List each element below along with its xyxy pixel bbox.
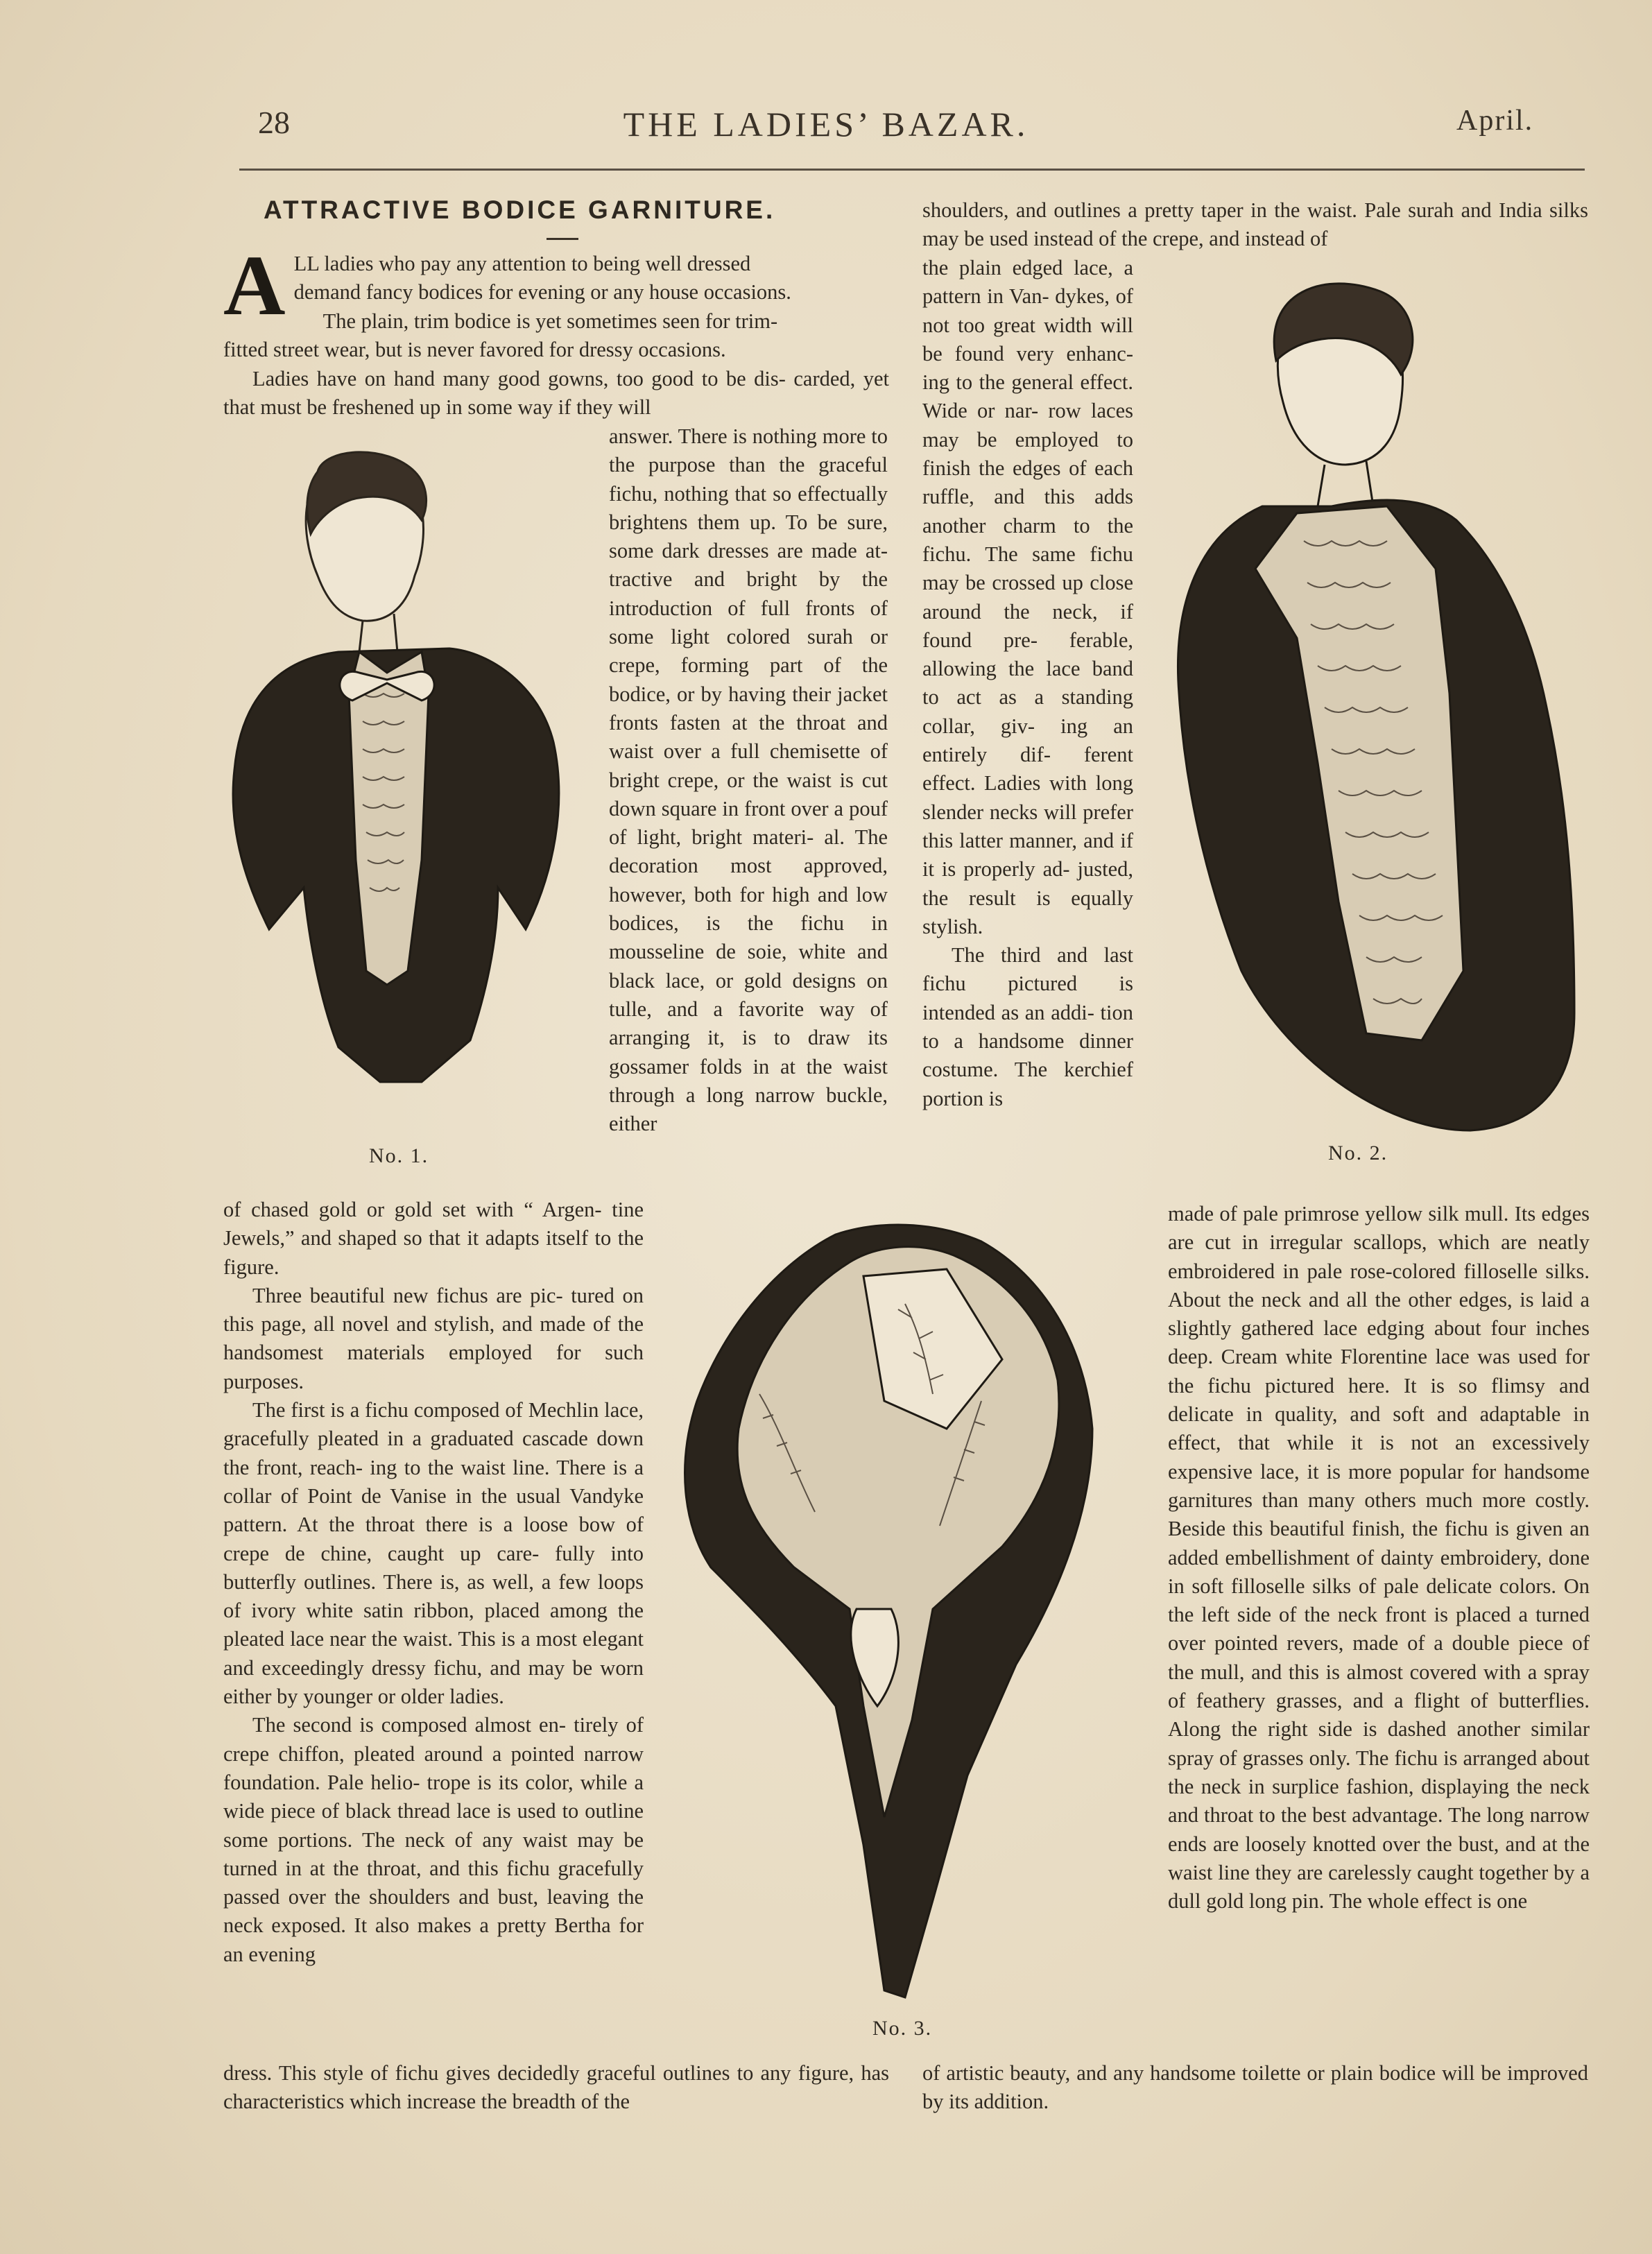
bodice-shape (233, 648, 559, 1082)
right-paragraph: The third and last fichu pictured is intended as an addi- tion to a handsome dinner costume. The kerchief portion is (922, 943, 1133, 1110)
intro-line: demand fancy bodices for evening or any house occasions. (293, 280, 791, 304)
drop-cap: A (223, 238, 286, 333)
right-top-text: shoulders, and outlines a pretty taper in the waist. Pale surah and India silks may be used instead of the crepe, and instead of (922, 198, 1588, 251)
intro-line: The plain, trim bodice is yet sometimes seen for trim- (322, 309, 778, 333)
figure-3-caption: No. 3. (872, 2017, 933, 2040)
right-lower-column: made of pale primrose yellow silk mull. Its edges are cut in irregular scallops, which are neatly embroidered in pale rose-colored filloselle silks. About the neck and all the other edges, is laid a slightly gathered lace edging about four inches deep. Cream white Florentine lace was used for the fichu pictured here. It is so flimsy and delicate in quality, and soft and adaptable in effect, that while it is not an excessively expensive lace, it is more popular for handsome garnitures than many others much more costly. Beside this beautiful finish, the fichu is given an added embellishment of dainty embroidery, done in soft filloselle silks of pale delicate colors. On the left side of the neck front is placed a turned over pointed revers, made of a double piece of the mull, and this is almost covered with a spray of feathery grasses, and a flight of butterflies. Along the right side is dashed another similar spray of grasses only. The fichu is arranged about the neck in surplice fashion, displaying the neck and throat to the best advantage. The long narrow ends are loosely knotted over the bust, and at the waist line they are carelessly caught together by a dull gold long pin. The whole effect is one (1168, 1202, 1590, 1913)
middle-column-text: answer. There is nothing more to the purpose than the graceful fichu, nothing that so effectually brightens them up. To be sure, some dark dresses are made at- tractive and bright by the introduction of full fronts of some light colored surah or crepe, forming part of the bodice, or by having their jacket fronts fasten at the throat and waist over a full chemisette of bright crepe, or the waist is cut down square in front over a pouf of light, bright materi- al. The decoration most approved, however, both for high and low bodices, is the fichu in mousseline de soie, white and black lace, or gold designs on tulle, and a favorite way of arranging it, is to draw its gossamer folds in at the waist through a long narrow buckle, either (609, 424, 888, 1136)
magazine-title: THE LADIES’ BAZAR. (623, 105, 1029, 144)
figure-1-caption: No. 1. (369, 1144, 429, 1167)
figure-2-fichu-illustration (1158, 277, 1581, 1137)
heading-separator (547, 238, 578, 240)
bottom-right-text: of artistic beauty, and any handsome toilette or plain bodice will be improved by its addition. (922, 2061, 1588, 2114)
header-rule (239, 169, 1585, 171)
intro-text (223, 238, 889, 336)
intro-line: LL ladies who pay any attention to being well dressed (293, 252, 751, 275)
left-lower-column (223, 1196, 644, 1969)
page-number: 28 (258, 105, 290, 140)
figure-3-kerchief-illustration (655, 1221, 1113, 2004)
left-paragraph: The second is composed almost en- tirely of crepe chiffon, pleated around a pointed narrow foundation. Pale helio- trope is its color, while a wide piece of black thread lace is used to outline some portions. The neck of any waist may be turned in at the throat, and this fichu gracefully passed over the shoulders and bust, leaving the neck exposed. It also makes a pretty Bertha for an evening (223, 1713, 644, 1966)
issue-month: April. (1456, 105, 1534, 137)
bottom-left-text: dress. This style of fichu gives decidedly graceful outlines to any figure, has characteristics which increase the breadth of the (223, 2061, 889, 2114)
intro-line-4: fitted street wear, but is never favored for dressy occasions. (223, 338, 726, 361)
figure-2-caption: No. 2. (1328, 1142, 1388, 1164)
left-paragraph: of chased gold or gold set with “ Argen- tine Jewels,” and shaped so that it adapts itself to the figure. (223, 1198, 644, 1279)
woman-head-icon (306, 452, 426, 652)
left-paragraph: Three beautiful new fichus are pic- tured on this page, all novel and stylish, and made of the handsomest materials employed for such purposes. (223, 1283, 644, 1393)
right-paragraph: the plain edged lace, a pattern in Van- dykes, of not too great width will be found very enhanc- ing to the general effect. Wide or nar- row laces may be employed to finish the edges of each ruffle, and this adds another charm to the fichu. The same fichu may be crossed up close around the neck, if found pre- ferable, allowing the lace band to act as a standing collar, giv- ing an entirely dif- ferent effect. Ladies with long slender necks will prefer this latter manner, and if it is properly ad- justed, the result is equally stylish. (922, 256, 1133, 938)
figure-1-bodice-illustration (221, 444, 581, 1144)
right-narrow-column (922, 254, 1133, 1113)
paragraph-2-start: Ladies have on hand many good gowns, too good to be dis- carded, yet that must be freshened up in some way if they will (223, 367, 889, 420)
article-heading: ATTRACTIVE BODICE GARNITURE. (264, 196, 776, 224)
left-paragraph: The first is a fichu composed of Mechlin lace, gracefully pleated in a graduated cascade down the front, reach- ing to the waist line. There is a collar of Point de Vanise in the usual Vandyke pattern. At the throat there is a loose bow of crepe de chine, caught up care- fully into butterfly outlines. There is, as well, a few loops of ivory white satin ribbon, placed among the pleated lace near the waist. This is a most elegant and exceedingly dressy fichu, and may be worn either by younger or older ladies. (223, 1398, 644, 1709)
